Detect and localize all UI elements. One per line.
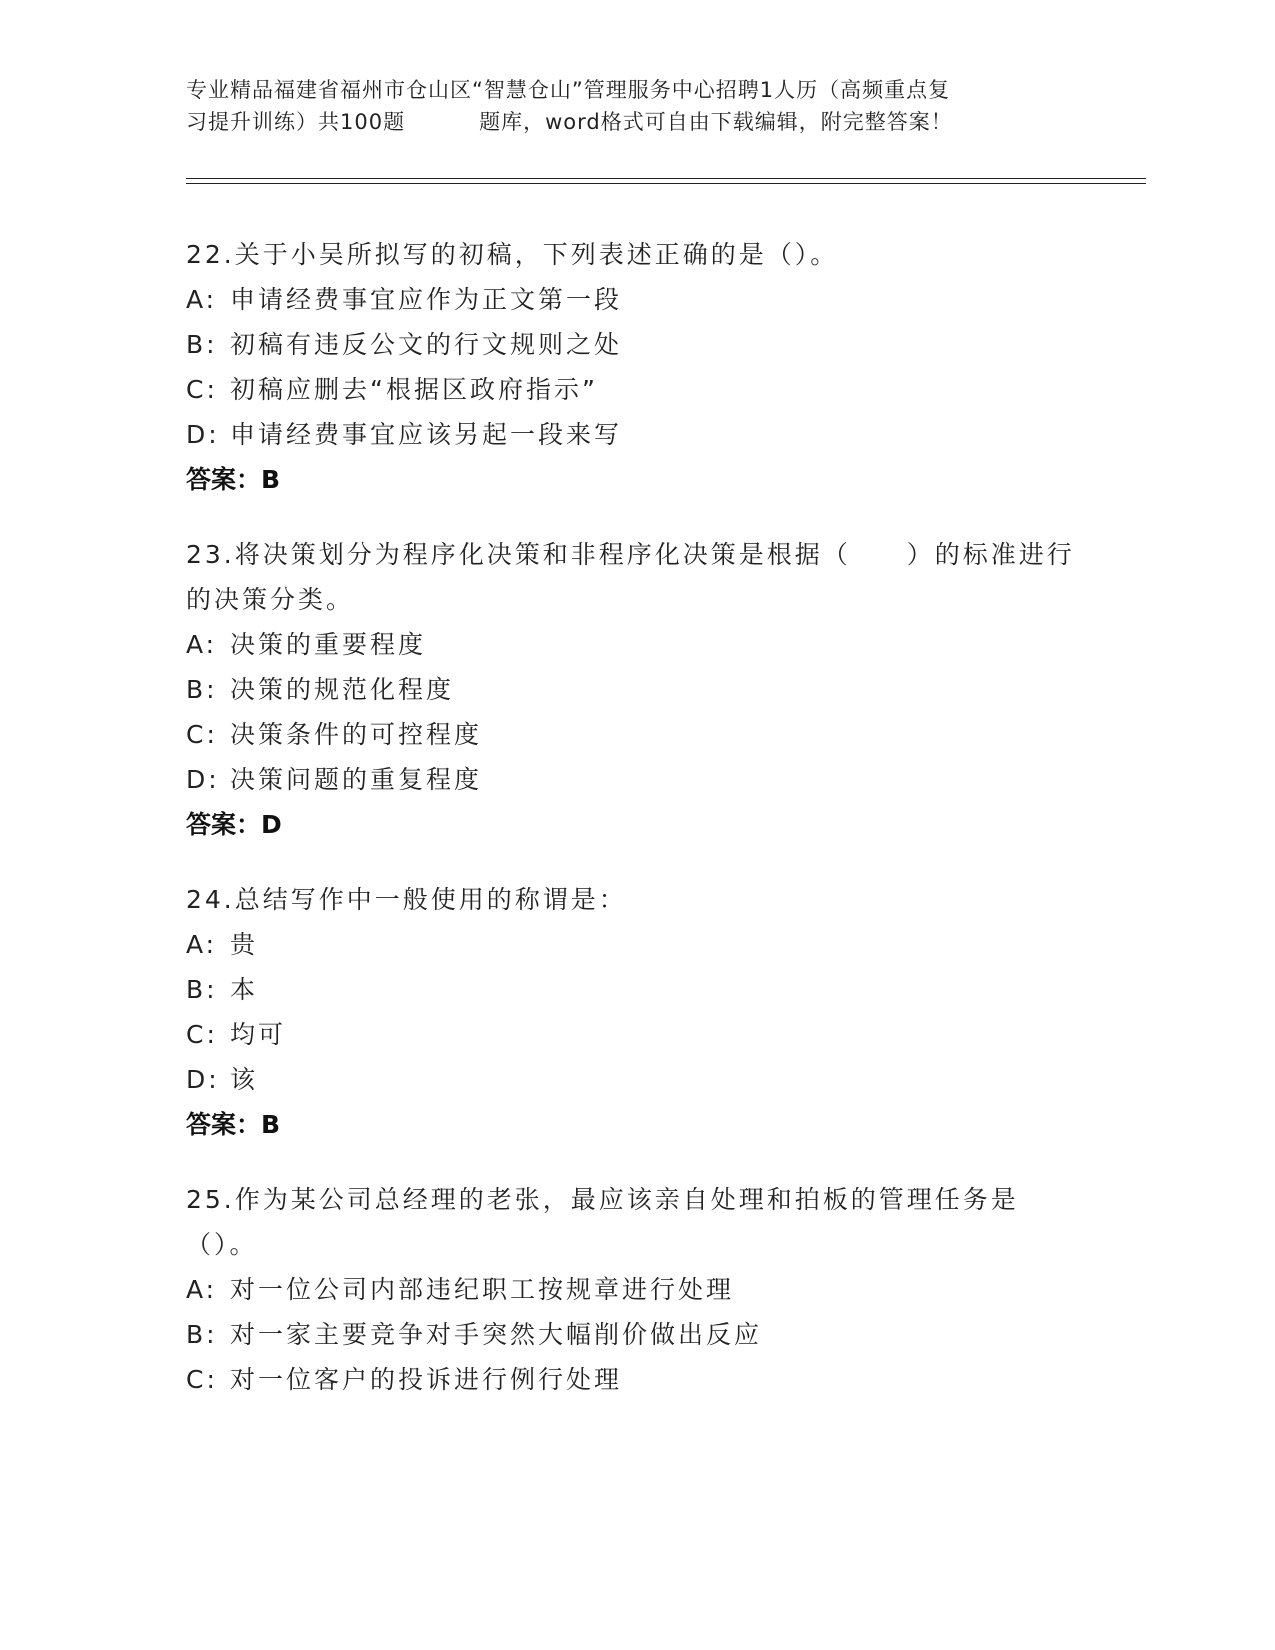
answer-label: 答案： — [186, 1110, 262, 1139]
option-a — [186, 277, 1086, 322]
option-text: 决策问题的重复程度 — [230, 765, 483, 794]
answer-label: 答案： — [186, 810, 262, 839]
header-rule-bottom — [186, 183, 1146, 184]
answer-line — [186, 802, 1086, 847]
question-24 — [186, 877, 1086, 1147]
option-text: 对一位公司内部违纪职工按规章进行处理 — [230, 1275, 735, 1304]
option-a — [186, 622, 1086, 667]
document-header — [186, 74, 1086, 138]
option-text: 对一家主要竞争对手突然大幅削价做出反应 — [230, 1320, 763, 1349]
header-line-1: 专业精品福建省福州市仓山区“智慧仓山”管理服务中心招聘1人历（高频重点复 — [186, 78, 951, 102]
option-c — [186, 1012, 1086, 1057]
question-stem: 25.作为某公司总经理的老张，最应该亲自处理和拍板的管理任务是（）。 — [186, 1185, 1019, 1259]
option-key: B: — [186, 1320, 218, 1349]
option-key: B: — [186, 330, 218, 359]
answer-line — [186, 1102, 1086, 1147]
option-a — [186, 922, 1086, 967]
answer-value: B — [261, 1110, 281, 1139]
option-text: 该 — [230, 1065, 259, 1094]
question-25 — [186, 1177, 1086, 1402]
option-text: 初稿应删去“根据区政府指示” — [230, 375, 598, 404]
option-text: 决策条件的可控程度 — [230, 720, 483, 749]
option-text: 决策的规范化程度 — [230, 675, 455, 704]
option-b — [186, 322, 1086, 367]
option-key: A: — [186, 285, 218, 314]
option-text: 初稿有违反公文的行文规则之处 — [230, 330, 623, 359]
answer-value: D — [261, 810, 282, 839]
option-key: B: — [186, 975, 218, 1004]
option-a — [186, 1267, 1086, 1312]
option-text: 申请经费事宜应该另起一段来写 — [230, 420, 623, 449]
option-key: B: — [186, 675, 218, 704]
question-stem: 23.将决策划分为程序化决策和非程序化决策是根据（ ）的标准进行的决策分类。 — [186, 540, 1075, 614]
option-text: 贵 — [230, 930, 259, 959]
question-22 — [186, 232, 1086, 502]
option-key: C: — [186, 720, 218, 749]
option-d — [186, 412, 1086, 457]
option-key: A: — [186, 930, 218, 959]
option-d — [186, 1057, 1086, 1102]
header-rule-top — [186, 178, 1146, 179]
answer-value: B — [261, 465, 281, 494]
option-key: C: — [186, 1020, 218, 1049]
option-key: A: — [186, 630, 218, 659]
question-list — [186, 232, 1086, 1432]
answer-label: 答案： — [186, 465, 262, 494]
option-d — [186, 757, 1086, 802]
option-text: 对一位客户的投诉进行例行处理 — [230, 1365, 623, 1394]
option-key: D: — [186, 1065, 220, 1094]
option-key: D: — [186, 765, 220, 794]
header-line-2 — [186, 106, 1086, 138]
header-line-2-part-2: 题库，word格式可自由下载编辑，附完整答案！ — [479, 110, 953, 134]
option-key: C: — [186, 375, 218, 404]
option-text: 均可 — [230, 1020, 287, 1049]
answer-line — [186, 457, 1086, 502]
option-c — [186, 712, 1086, 757]
option-text: 决策的重要程度 — [230, 630, 427, 659]
question-stem: 24.总结写作中一般使用的称谓是： — [186, 885, 627, 914]
option-key: D: — [186, 420, 220, 449]
option-b — [186, 667, 1086, 712]
option-c — [186, 1357, 1086, 1402]
question-23 — [186, 532, 1086, 847]
option-b — [186, 967, 1086, 1012]
option-key: A: — [186, 1275, 218, 1304]
option-text: 本 — [230, 975, 259, 1004]
option-c — [186, 367, 1086, 412]
option-key: C: — [186, 1365, 218, 1394]
question-stem: 22.关于小吴所拟写的初稿，下列表述正确的是（）。 — [186, 240, 839, 269]
option-b — [186, 1312, 1086, 1357]
option-text: 申请经费事宜应作为正文第一段 — [230, 285, 623, 314]
header-line-2-part-1: 习提升训练）共100题 — [186, 110, 406, 134]
